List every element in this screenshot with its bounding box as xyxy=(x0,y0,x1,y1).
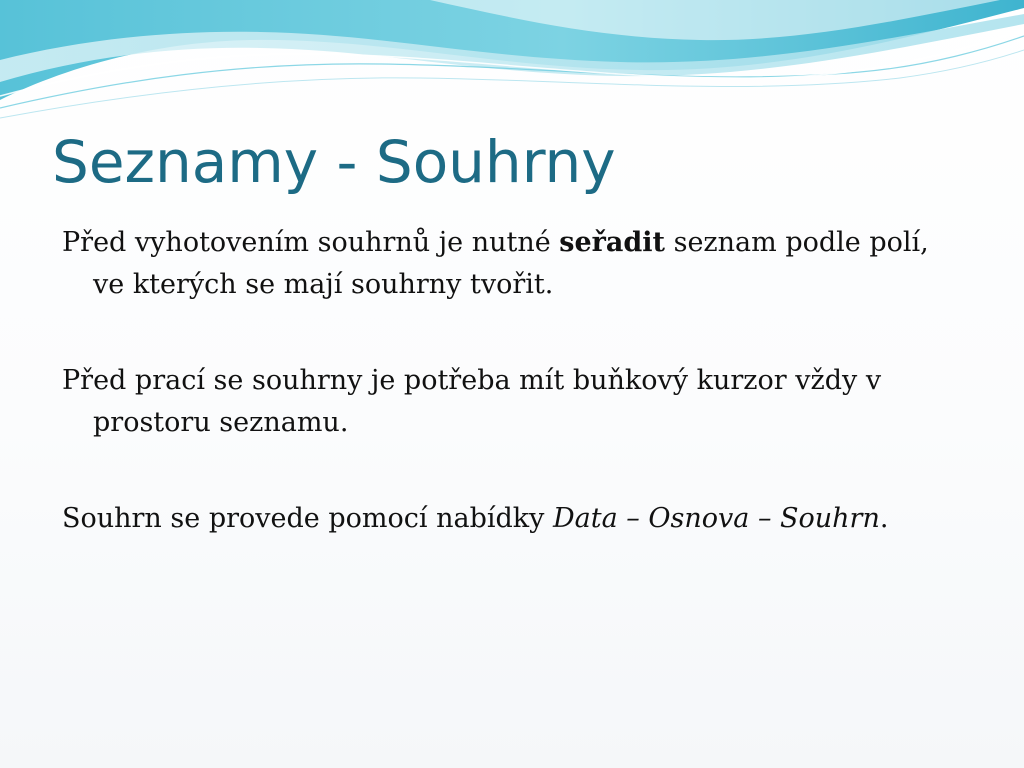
paragraph-sort-bold: seřadit xyxy=(559,227,666,258)
slide-body xyxy=(62,222,962,594)
paragraph-sort xyxy=(62,222,962,306)
paragraph-sort-after: seznam podle polí, ve kterých se mají souhrny tvořit. xyxy=(93,227,929,300)
paragraph-menu-after: . xyxy=(879,503,889,534)
paragraph-sort-before: Před vyhotovením souhrnů je nutné xyxy=(62,227,560,258)
menu-sep-1: – xyxy=(617,503,649,534)
menu-osnova: Osnova xyxy=(648,503,750,534)
menu-souhrn: Souhrn xyxy=(780,503,880,534)
slide-title: Seznamy - Souhrny xyxy=(52,128,616,196)
menu-sep-2: – xyxy=(749,503,781,534)
menu-data: Data xyxy=(552,503,618,534)
top-wave-decoration xyxy=(0,0,1024,130)
paragraph-menu xyxy=(62,498,962,540)
paragraph-menu-before: Souhrn se provede pomocí nabídky xyxy=(62,503,553,534)
paragraph-cursor: Před prací se souhrny je potřeba mít buňkový kurzor vždy v prostoru seznamu. xyxy=(62,365,882,438)
